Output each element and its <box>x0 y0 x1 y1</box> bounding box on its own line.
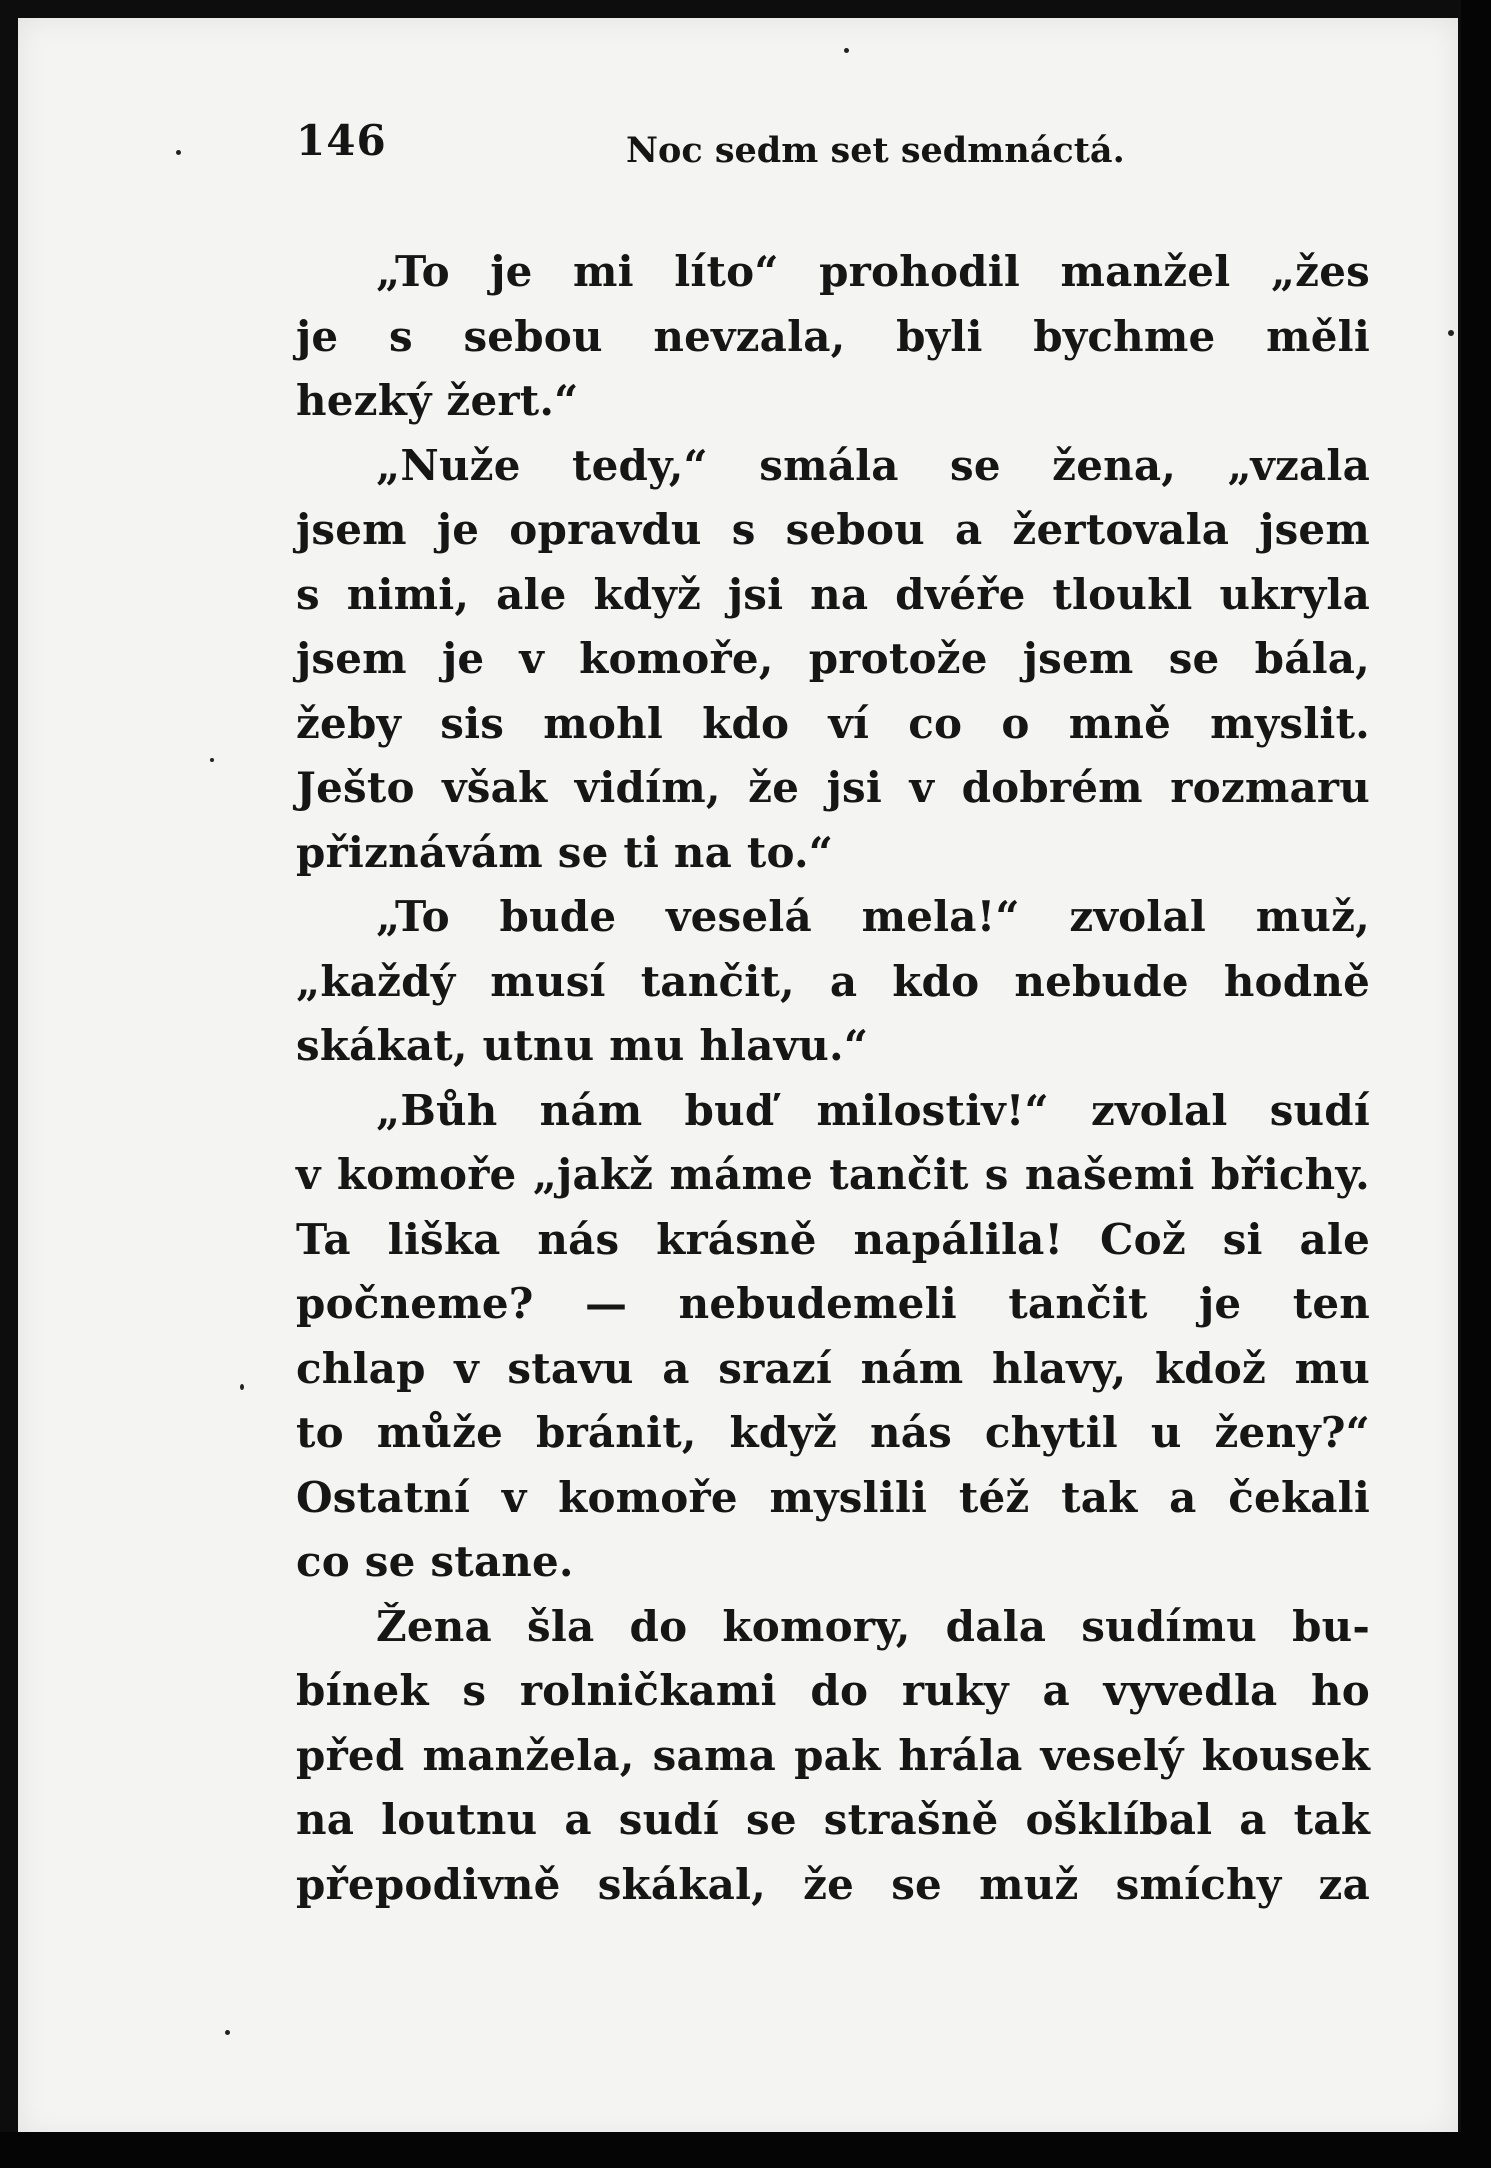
print-speck <box>176 150 181 155</box>
text-line: „každý musí tančit, a kdo nebude hodně <box>296 956 1370 1006</box>
text-line: v komoře „jakž máme tančit s našemi břichy. <box>296 1150 1370 1199</box>
text-line: Ješto však vidím, že jsi v dobrém rozmaru <box>296 763 1370 812</box>
print-speck <box>225 2030 230 2035</box>
print-speck <box>844 48 849 53</box>
text-line: Ta liška nás krásně napálila! Což si ale <box>296 1214 1370 1264</box>
scan-edge-bottom <box>0 2132 1491 2168</box>
text-line: je s sebou nevzala, byli bychme měli <box>296 311 1370 361</box>
text-line: na loutnu a sudí se strašně ošklíbal a tak <box>296 1795 1370 1844</box>
text-line: přepodivně skákal, že se muž smíchy za <box>296 1859 1370 1909</box>
text-line: to může bránit, když nás chytil u ženy?“ <box>296 1408 1370 1457</box>
page-header <box>296 116 1370 186</box>
text-line: počneme? — nebudemeli tančit je ten <box>296 1279 1370 1328</box>
text-line: bínek s rolničkami do ruky a vyvedla ho <box>296 1666 1370 1715</box>
text-line: „Bůh nám buď milostiv!“ zvolal sudí <box>376 1085 1370 1135</box>
print-speck <box>210 758 214 762</box>
body-text <box>296 240 1370 1917</box>
page-number: 146 <box>296 116 387 165</box>
text-line: „Nuže tedy,“ smála se žena, „vzala <box>376 440 1370 490</box>
running-head: Noc sedm set sedmnáctá. <box>626 130 1125 171</box>
text-line: „To je mi líto“ prohodil manžel „žes <box>376 247 1370 296</box>
text-line: přiznávám se ti na to.“ <box>296 827 834 877</box>
text-line: „To bude veselá mela!“ zvolal muž, <box>376 892 1370 941</box>
print-speck <box>240 1384 244 1390</box>
text-line: Ostatní v komoře myslili též tak a čekali <box>296 1472 1370 1522</box>
text-line: žeby sis mohl kdo ví co o mně myslit. <box>296 698 1370 748</box>
scan-edge-right <box>1461 0 1491 2168</box>
page-content <box>296 116 1370 1917</box>
text-line: s nimi, ale když jsi na dvéře tloukl ukryla <box>296 569 1370 619</box>
text-line: jsem je v komoře, protože jsem se bála, <box>296 634 1370 683</box>
text-line: jsem je opravdu s sebou a žertovala jsem <box>296 505 1370 554</box>
text-line: skákat, utnu mu hlavu.“ <box>296 1021 869 1070</box>
text-line: před manžela, sama pak hrála veselý kousek <box>296 1730 1370 1780</box>
text-line: hezký žert.“ <box>296 376 579 425</box>
print-speck <box>1448 330 1454 336</box>
text-line: Žena šla do komory, dala sudímu bu- <box>376 1601 1370 1651</box>
text-line: chlap v stavu a srazí nám hlavy, kdož mu <box>296 1343 1370 1393</box>
text-line: co se stane. <box>296 1537 574 1586</box>
